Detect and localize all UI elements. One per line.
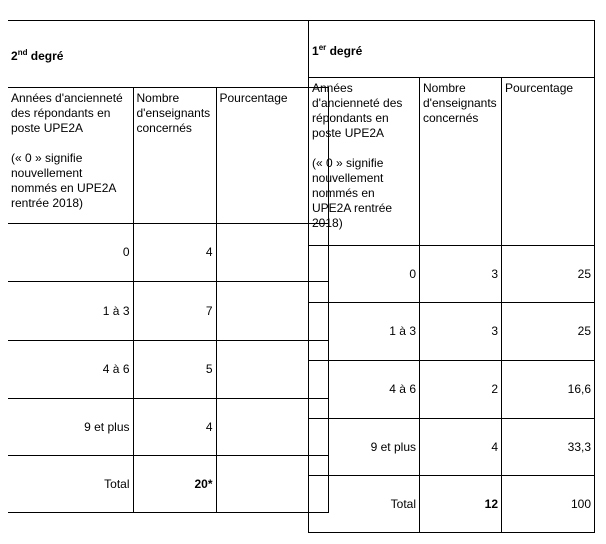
row-label: 4 à 6 (309, 361, 420, 419)
total-percent: 100 (502, 476, 595, 533)
row-percent: 25 (502, 303, 595, 361)
table-row (8, 341, 328, 399)
table-total-row (309, 476, 595, 533)
total-label: Total (8, 456, 133, 513)
header-nombre: Nombre d'enseignants concernés (420, 78, 502, 246)
first-degree-table-wrapper (308, 20, 598, 534)
header-pourcentage: Pourcentage (216, 88, 328, 224)
total-label: Total (309, 476, 420, 533)
row-count: 4 (133, 399, 216, 456)
table-row (8, 399, 328, 456)
second-degree-table (8, 20, 329, 513)
row-count: 3 (420, 303, 502, 361)
row-percent: 33,3 (502, 419, 595, 476)
row-percent: 25 (502, 246, 595, 303)
table-row (309, 419, 595, 476)
total-count: 12 (420, 476, 502, 533)
row-percent: 16,6 (502, 361, 595, 419)
header-anciennete: Années d'ancienneté des répondants en poste UPE2A (« 0 » signifie nouvellement nommés en UPE2A rentrée 2018) (309, 78, 420, 246)
table-row (309, 246, 595, 303)
row-count: 2 (420, 361, 502, 419)
second-degree-title: 2nd degré (8, 21, 328, 88)
header-nombre: Nombre d'enseignants concernés (133, 88, 216, 224)
second-degree-table-wrapper (8, 20, 288, 514)
total-count: 20* (133, 456, 216, 513)
row-label: 9 et plus (8, 399, 133, 456)
row-count: 4 (133, 224, 216, 282)
row-label: 1 à 3 (8, 282, 133, 341)
row-label: 0 (309, 246, 420, 303)
first-degree-title: 1er degré (309, 21, 595, 78)
row-label: 4 à 6 (8, 341, 133, 399)
table-row (8, 282, 328, 341)
header-anciennete: Années d'ancienneté des répondants en poste UPE2A (« 0 » signifie nouvellement nommés en UPE2A rentrée 2018) (8, 88, 133, 224)
table-total-row (8, 456, 328, 513)
row-label: 0 (8, 224, 133, 282)
table-row (8, 224, 328, 282)
table-row (309, 361, 595, 419)
row-count: 7 (133, 282, 216, 341)
row-label: 1 à 3 (309, 303, 420, 361)
row-count: 4 (420, 419, 502, 476)
row-count: 5 (133, 341, 216, 399)
first-degree-table (308, 20, 595, 533)
table-row (309, 303, 595, 361)
header-pourcentage: Pourcentage (502, 78, 595, 246)
row-count: 3 (420, 246, 502, 303)
row-label: 9 et plus (309, 419, 420, 476)
